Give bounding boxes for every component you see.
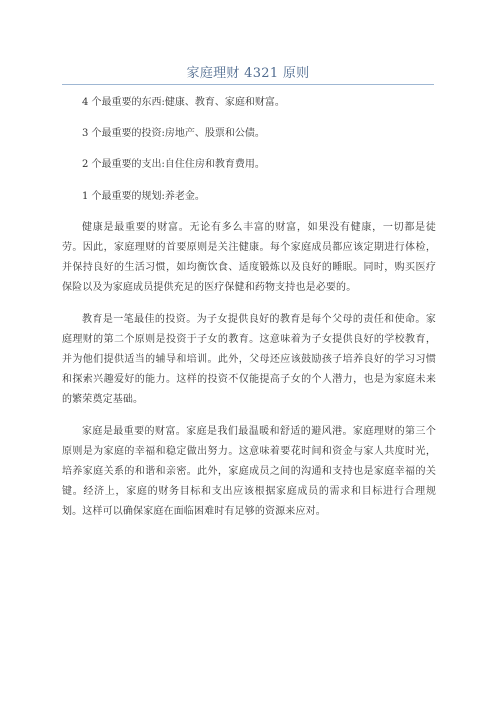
paragraph-education: 教育是一笔最佳的投资。为子女提供良好的教育是每个父母的责任和使命。家庭理财的第二个原则是投资于子女的教育。这意味着为子女提供良好的学校教育，并为他们提供适当的辅导和培训。此外，父母还应该鼓励孩子培养良好的学习习惯和探索兴趣爱好的能力。这样的投资不仅能提高子女的个人潜力，也是为家庭未来的繁荣奠定基础。	[62, 313, 436, 406]
paragraph-health: 健康是最重要的财富。无论有多么丰富的财富，如果没有健康，一切都是徒劳。因此，家庭理财的首要原则是关注健康。每个家庭成员都应该定期进行体检，并保持良好的生活习惯，如均衡饮食、适度锻炼以及良好的睡眠。同时，购买医疗保险以及为家庭成员提供充足的医疗保健和药物支持也是必要的。	[62, 221, 436, 294]
paragraph-family: 家庭是最重要的财富。家庭是我们最温暖和舒适的避风港。家庭理财的第三个原则是为家庭的幸福和稳定做出努力。这意味着要花时间和资金与家人共度时光，培养家庭关系的和谐和亲密。此外，家庭成员之间的沟通和支持也是家庭幸福的关键。经济上，家庭的财务目标和支出应该根据家庭成员的需求和目标进行合理规划。这样可以确保家庭在面临困难时有足够的资源来应对。	[62, 425, 436, 518]
document-title: 家庭理财 4321 原则	[186, 66, 310, 81]
principle-line-1: 1 个最重要的规划:养老金。	[82, 190, 205, 202]
principle-line-2: 2 个最重要的支出:自住住房和教育费用。	[82, 159, 265, 171]
principle-line-3: 3 个最重要的投资:房地产、股票和公债。	[82, 128, 265, 140]
title-divider	[62, 84, 434, 85]
document-body	[62, 93, 436, 534]
principle-line-4: 4 个最重要的东西:健康、教育、家庭和财富。	[82, 97, 285, 108]
